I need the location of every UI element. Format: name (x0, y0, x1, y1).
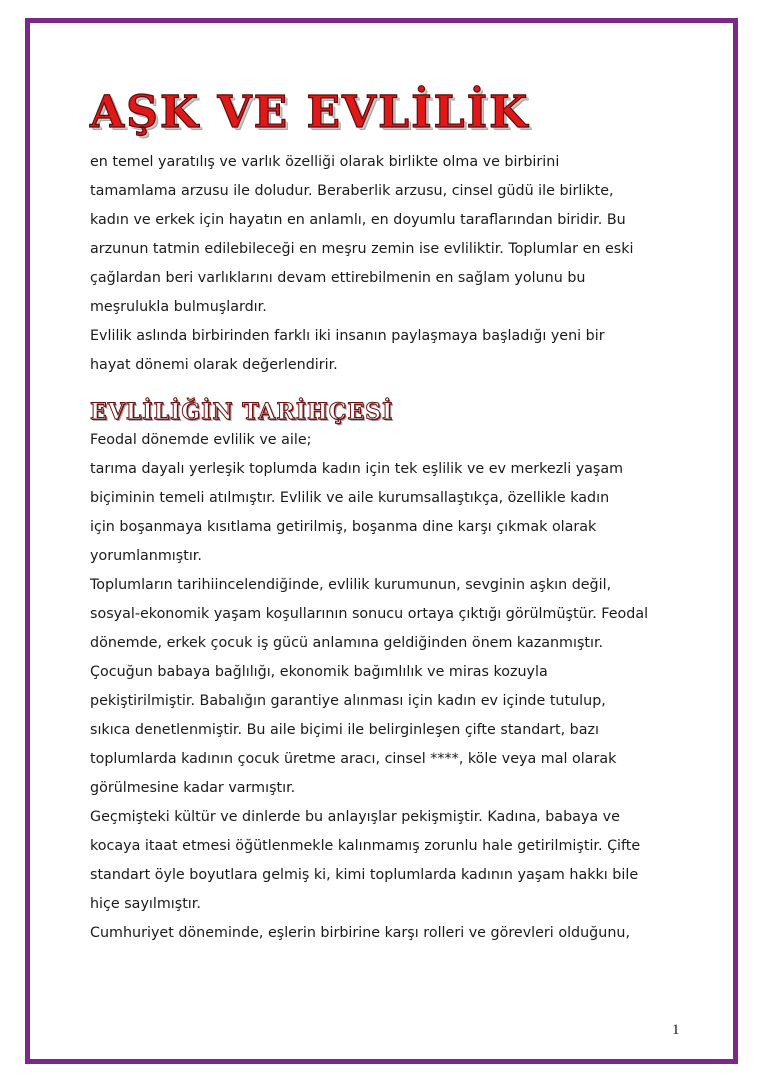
text-line: sıkıca denetlenmiştir. Bu aile biçimi ile belirginleşen çifte standart, bazı (90, 722, 599, 738)
page-number: 1 (672, 1022, 680, 1038)
text-line: Çocuğun babaya bağlılığı, ekonomik bağımlılık ve miras kozuyla (90, 664, 548, 680)
text-line: arzunun tatmin edilebileceği en meşru zemin ise evliliktir. Toplumlar en eski (90, 241, 634, 257)
text-line: Evlilik aslında birbirinden farklı iki insanın paylaşmaya başladığı yeni bir (90, 328, 605, 344)
section-title: EVLİLİĞİN TARİHÇESİ (90, 399, 394, 425)
text-line: tamamlama arzusu ile doludur. Beraberlik arzusu, cinsel güdü ile birlikte, (90, 183, 614, 199)
text-line: hayat dönemi olarak değerlendirir. (90, 357, 338, 373)
intro-paragraph (90, 148, 690, 380)
text-line: tarıma dayalı yerleşik toplumda kadın için tek eşlilik ve ev merkezli yaşam (90, 461, 624, 477)
text-line: en temel yaratılış ve varlık özelliği olarak birlikte olma ve birbirini (90, 154, 560, 170)
text-line: standart öyle boyutlara gelmiş ki, kimi toplumlarda kadının yaşam hakkı bile (90, 867, 639, 883)
text-line: görülmesine kadar varmıştır. (90, 780, 296, 796)
text-line: Cumhuriyet döneminde, eşlerin birbirine karşı rolleri ve görevleri olduğunu, (90, 925, 630, 941)
document-body (90, 88, 690, 948)
history-paragraph (90, 426, 690, 948)
text-line: çağlardan beri varlıklarını devam ettirebilmenin en sağlam yolunu bu (90, 270, 586, 286)
text-line: için boşanmaya kısıtlama getirilmiş, boşanma dine karşı çıkmak olarak (90, 519, 597, 535)
text-line: hiçe sayılmıştır. (90, 896, 201, 912)
text-line: kocaya itaat etmesi öğütlenmekle kalınmamış zorunlu hale getirilmiştir. Çifte (90, 838, 641, 854)
text-line: toplumlarda kadının çocuk üretme aracı, cinsel ****, köle veya mal olarak (90, 751, 617, 767)
text-line: Feodal dönemde evlilik ve aile; (90, 432, 312, 448)
text-line: yorumlanmıştır. (90, 548, 202, 564)
text-line: Geçmişteki kültür ve dinlerde bu anlayışlar pekişmiştir. Kadına, babaya ve (90, 809, 620, 825)
text-line: kadın ve erkek için hayatın en anlamlı, en doyumlu taraflarından biridir. Bu (90, 212, 626, 228)
text-line: dönemde, erkek çocuk iş gücü anlamına geldiğinden önem kazanmıştır. (90, 635, 604, 651)
text-line: meşrulukla bulmuşlardır. (90, 299, 267, 315)
text-line: pekiştirilmiştir. Babalığın garantiye alınması için kadın ev içinde tutulup, (90, 693, 606, 709)
text-line: sosyal-ekonomik yaşam koşullarının sonucu ortaya çıktığı görülmüştür. Feodal (90, 606, 649, 622)
page-title: AŞK VE EVLİLİK (90, 87, 530, 138)
text-line: biçiminin temeli atılmıştır. Evlilik ve aile kurumsallaştıkça, özellikle kadın (90, 490, 610, 506)
text-line: Toplumların tarihiincelendiğinde, evlilik kurumunun, sevginin aşkın değil, (90, 577, 612, 593)
